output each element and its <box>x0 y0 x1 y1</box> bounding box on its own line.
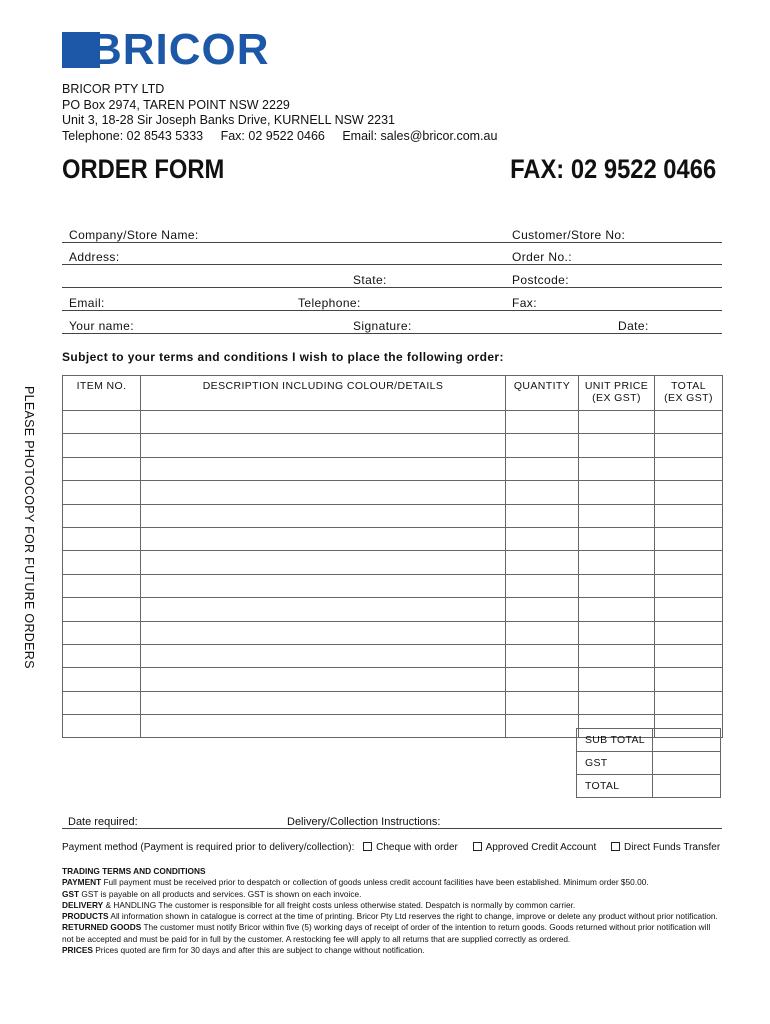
item-no-cell[interactable] <box>63 598 141 621</box>
date-required-line <box>62 828 722 829</box>
order-items-table <box>62 375 723 738</box>
total-cell[interactable] <box>655 504 723 527</box>
unit-price-cell[interactable] <box>579 691 655 714</box>
quantity-cell[interactable] <box>506 668 579 691</box>
company-po-box: PO Box 2974, TAREN POINT NSW 2229 <box>62 97 290 112</box>
company-telephone: Telephone: 02 8543 5333 <box>62 128 204 143</box>
item-no-cell[interactable] <box>63 434 141 457</box>
total-cell[interactable] <box>655 621 723 644</box>
header-quantity: QUANTITY <box>506 376 579 411</box>
company-fax: Fax: 02 9522 0466 <box>220 128 325 143</box>
item-no-cell[interactable] <box>63 551 141 574</box>
header-total-label: TOTAL <box>671 380 706 392</box>
gst-row <box>577 752 721 775</box>
credit-account-label: Approved Credit Account <box>485 842 597 853</box>
item-no-cell[interactable] <box>63 644 141 667</box>
totals-table <box>576 728 721 798</box>
table-row <box>63 668 723 691</box>
table-row <box>63 481 723 504</box>
header-unit-price-sub: (EX GST) <box>592 392 641 404</box>
header-description: DESCRIPTION INCLUDING COLOUR/DETAILS <box>141 376 506 411</box>
unit-price-cell[interactable] <box>579 574 655 597</box>
unit-price-cell[interactable] <box>579 621 655 644</box>
description-cell[interactable] <box>141 621 506 644</box>
header-unit-price-label: UNIT PRICE <box>584 380 649 392</box>
table-row <box>63 504 723 527</box>
unit-price-cell[interactable] <box>579 644 655 667</box>
subtotal-label: SUB TOTAL <box>577 729 653 752</box>
table-row <box>63 574 723 597</box>
unit-price-cell[interactable] <box>579 551 655 574</box>
trading-terms <box>62 866 722 956</box>
quantity-cell[interactable] <box>506 481 579 504</box>
your-name-field[interactable]: Your name: <box>69 319 134 333</box>
state-field[interactable]: State: <box>353 273 387 287</box>
header-item-no: ITEM NO. <box>63 376 141 411</box>
table-row <box>63 411 723 434</box>
terms-gst <box>62 889 722 900</box>
total-cell[interactable] <box>655 691 723 714</box>
description-cell[interactable] <box>141 434 506 457</box>
page-title: ORDER FORM <box>62 154 225 184</box>
total-cell[interactable] <box>655 668 723 691</box>
unit-price-cell[interactable] <box>579 411 655 434</box>
date-field[interactable]: Date: <box>618 319 649 333</box>
company-email: Email: sales@bricor.com.au <box>342 128 498 143</box>
cheque-label: Cheque with order <box>376 842 458 853</box>
description-cell[interactable] <box>141 574 506 597</box>
bricor-logo <box>62 25 270 74</box>
terms-payment <box>62 877 722 888</box>
subtotal-value-cell[interactable] <box>653 729 721 752</box>
terms-products <box>62 911 722 922</box>
customer-store-no-field[interactable]: Customer/Store No: <box>512 228 626 242</box>
header-total-sub: (EX GST) <box>664 392 713 404</box>
terms-delivery-text: & HANDLING The customer is responsible for all freight costs unless otherwise stated. Despatch is normally by common carrier. <box>103 899 576 910</box>
description-cell[interactable] <box>141 457 506 480</box>
postcode-field[interactable]: Postcode: <box>512 273 569 287</box>
field-line-5 <box>62 333 722 334</box>
table-row <box>63 691 723 714</box>
description-cell[interactable] <box>141 715 506 738</box>
unit-price-cell[interactable] <box>579 598 655 621</box>
item-no-cell[interactable] <box>63 668 141 691</box>
header-unit-price <box>579 376 655 411</box>
terms-prices-label: PRICES <box>62 945 93 956</box>
quantity-cell[interactable] <box>506 644 579 667</box>
total-cell[interactable] <box>655 434 723 457</box>
item-no-cell[interactable] <box>63 691 141 714</box>
item-no-cell[interactable] <box>63 504 141 527</box>
email-field[interactable]: Email: <box>69 296 105 310</box>
terms-heading: TRADING TERMS AND CONDITIONS <box>62 866 206 876</box>
payment-method-label: Payment method (Payment is required prior to delivery/collection): <box>62 842 355 853</box>
cheque-checkbox[interactable] <box>363 842 372 851</box>
payment-method <box>62 842 720 853</box>
total-cell[interactable] <box>655 644 723 667</box>
company-details <box>62 82 511 144</box>
table-row <box>63 551 723 574</box>
item-no-cell[interactable] <box>63 574 141 597</box>
item-no-cell[interactable] <box>63 715 141 738</box>
description-cell[interactable] <box>141 504 506 527</box>
unit-price-cell[interactable] <box>579 668 655 691</box>
table-header-row <box>63 376 723 411</box>
order-subject: Subject to your terms and conditions I wish to place the following order: <box>62 350 504 364</box>
total-cell[interactable] <box>655 598 723 621</box>
item-no-cell[interactable] <box>63 527 141 550</box>
fax-title: FAX: 02 9522 0466 <box>509 154 716 184</box>
address-field[interactable]: Address: <box>69 250 120 264</box>
terms-returned <box>62 922 722 945</box>
terms-gst-text: GST is payable on all products and services. GST is shown on each invoice. <box>79 888 362 899</box>
credit-account-checkbox[interactable] <box>473 842 482 851</box>
terms-returned-text: The customer must notify Bricor within five (5) working days of receipt of order of the intention to return goods. Goods returned without prior notification will not be accepted and must be paid for in full by the customer. A restocking fee will apply to all returns that are supplied correctly as ordered. <box>62 922 711 944</box>
date-required-field[interactable]: Date required: <box>68 816 138 828</box>
terms-payment-text: Full payment must be received prior to despatch or collection of goods unless credit account facilities have been established. Minimum order $50.00. <box>101 877 649 888</box>
quantity-cell[interactable] <box>506 527 579 550</box>
description-cell[interactable] <box>141 527 506 550</box>
total-cell[interactable] <box>655 527 723 550</box>
terms-delivery <box>62 900 722 911</box>
item-no-cell[interactable] <box>63 411 141 434</box>
description-cell[interactable] <box>141 691 506 714</box>
total-cell[interactable] <box>655 574 723 597</box>
description-cell[interactable] <box>141 411 506 434</box>
total-cell[interactable] <box>655 411 723 434</box>
terms-gst-label: GST <box>62 888 80 899</box>
total-label: TOTAL <box>577 775 653 798</box>
field-line-1 <box>62 242 722 243</box>
unit-price-cell[interactable] <box>579 481 655 504</box>
order-no-field[interactable]: Order No.: <box>512 250 573 264</box>
quantity-cell[interactable] <box>506 621 579 644</box>
total-cell[interactable] <box>655 457 723 480</box>
unit-price-cell[interactable] <box>579 457 655 480</box>
table-row <box>63 621 723 644</box>
quantity-cell[interactable] <box>506 504 579 527</box>
terms-prices-text: Prices quoted are firm for 30 days and after this are subject to change without notification. <box>92 945 425 956</box>
total-value-cell[interactable] <box>653 775 721 798</box>
fax-field[interactable]: Fax: <box>512 296 537 310</box>
unit-price-cell[interactable] <box>579 504 655 527</box>
table-row <box>63 527 723 550</box>
total-row <box>577 775 721 798</box>
table-row <box>63 457 723 480</box>
item-no-cell[interactable] <box>63 481 141 504</box>
total-cell[interactable] <box>655 481 723 504</box>
terms-delivery-label: DELIVERY <box>62 899 104 910</box>
signature-field[interactable]: Signature: <box>353 319 412 333</box>
description-cell[interactable] <box>141 481 506 504</box>
quantity-cell[interactable] <box>506 598 579 621</box>
photocopy-notice: PLEASE PHOTOCOPY FOR FUTURE ORDERS <box>22 386 36 669</box>
item-no-cell[interactable] <box>63 621 141 644</box>
quantity-cell[interactable] <box>506 434 579 457</box>
unit-price-cell[interactable] <box>579 527 655 550</box>
company-contact <box>62 129 511 145</box>
description-cell[interactable] <box>141 668 506 691</box>
terms-prices <box>62 945 722 956</box>
subtotal-row <box>577 729 721 752</box>
terms-products-text: All information shown in catalogue is correct at the time of printing. Bricor Pty Ltd reserves the right to change, improve or delete any product without prior notification. <box>108 911 718 922</box>
quantity-cell[interactable] <box>506 411 579 434</box>
terms-returned-label: RETURNED GOODS <box>62 922 142 933</box>
gst-label: GST <box>577 752 653 775</box>
header-total <box>655 376 723 411</box>
total-cell[interactable] <box>655 551 723 574</box>
unit-price-cell[interactable] <box>579 434 655 457</box>
description-cell[interactable] <box>141 598 506 621</box>
field-line-4 <box>62 310 722 311</box>
funds-transfer-checkbox[interactable] <box>611 842 620 851</box>
funds-transfer-label: Direct Funds Transfer <box>624 842 721 853</box>
description-cell[interactable] <box>141 644 506 667</box>
telephone-field[interactable]: Telephone: <box>298 296 361 310</box>
company-store-name-field[interactable]: Company/Store Name: <box>69 228 199 242</box>
logo-text: BRICOR <box>90 25 270 74</box>
gst-value-cell[interactable] <box>653 752 721 775</box>
table-row <box>63 434 723 457</box>
field-line-3 <box>62 287 722 288</box>
quantity-cell[interactable] <box>506 551 579 574</box>
table-row <box>63 598 723 621</box>
company-address: Unit 3, 18-28 Sir Joseph Banks Drive, KURNELL NSW 2231 <box>62 113 396 127</box>
company-name: BRICOR PTY LTD <box>62 82 165 96</box>
item-no-cell[interactable] <box>63 457 141 480</box>
delivery-instructions-field[interactable]: Delivery/Collection Instructions: <box>287 816 441 828</box>
terms-products-label: PRODUCTS <box>62 911 109 922</box>
quantity-cell[interactable] <box>506 457 579 480</box>
quantity-cell[interactable] <box>506 574 579 597</box>
quantity-cell[interactable] <box>506 715 579 738</box>
terms-payment-label: PAYMENT <box>62 877 102 888</box>
field-line-2 <box>62 264 722 265</box>
quantity-cell[interactable] <box>506 691 579 714</box>
description-cell[interactable] <box>141 551 506 574</box>
table-row <box>63 644 723 667</box>
